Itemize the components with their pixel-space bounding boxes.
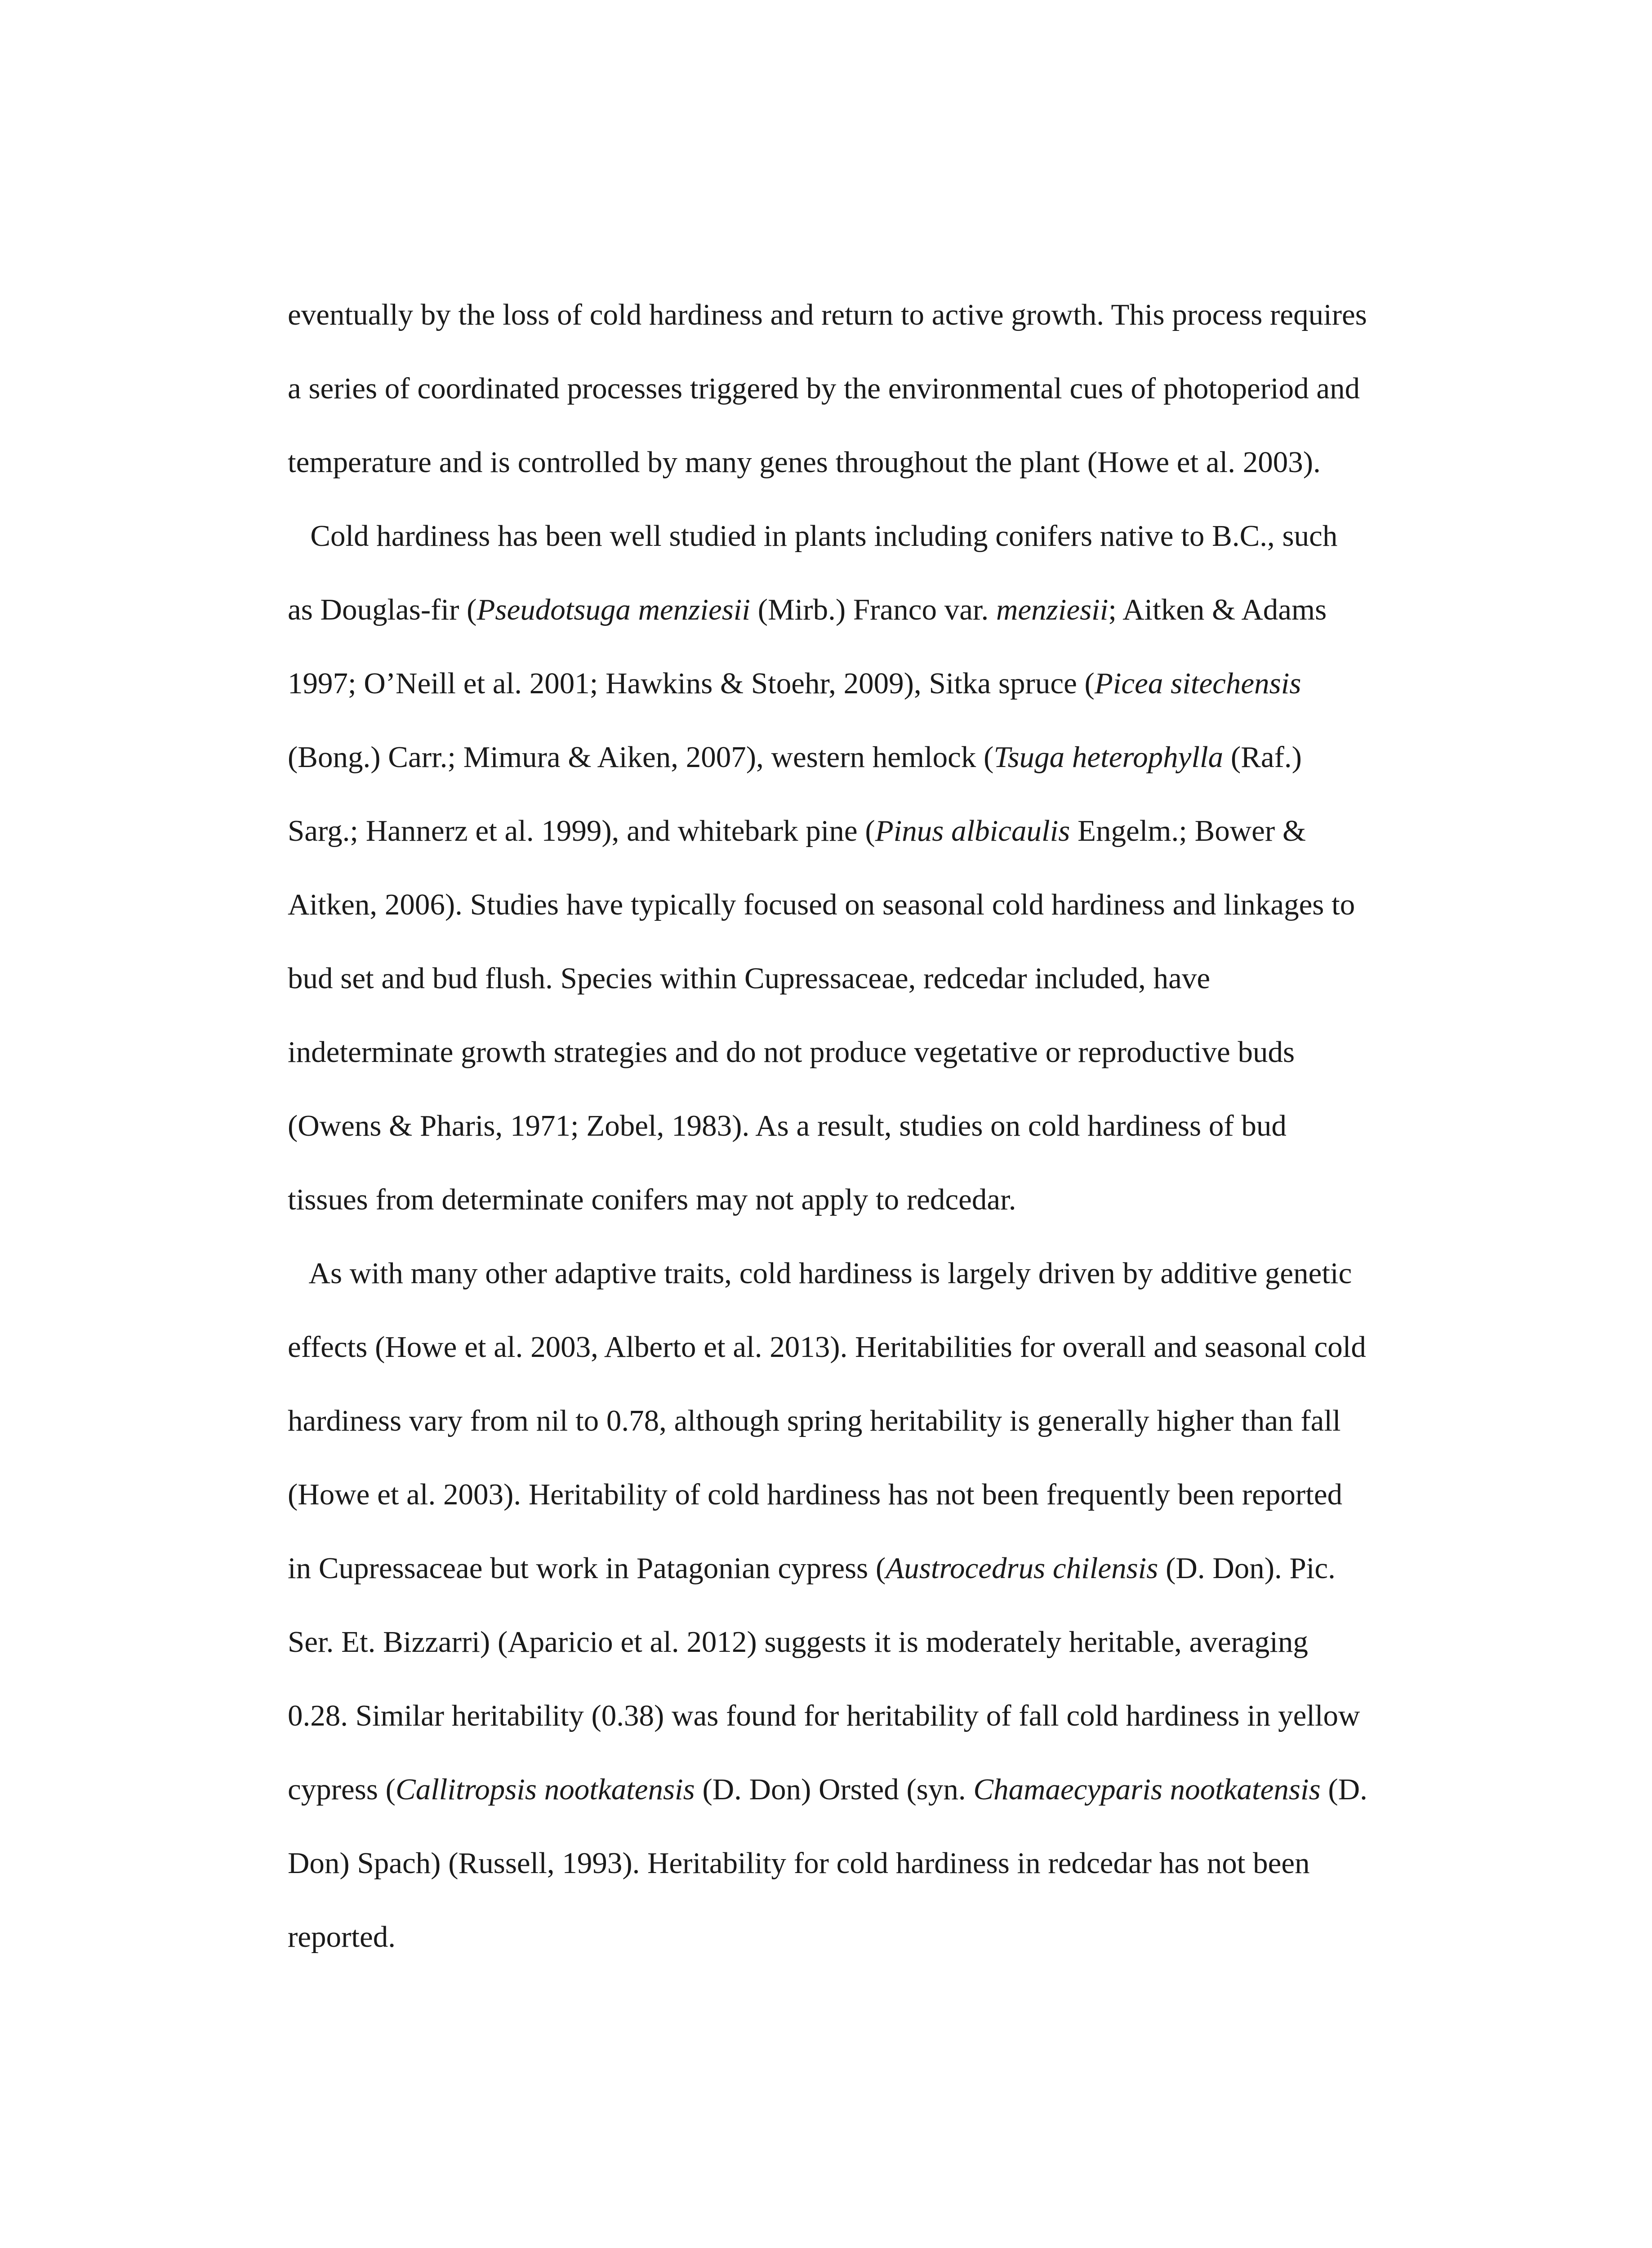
text-run: Ser. Et. Bizzarri) (Aparicio et al. 2012) suggests it is moderately heritable, averaging: [288, 1625, 1308, 1659]
text-run: (Mirb.) Franco var.: [750, 593, 997, 626]
text-line: [288, 291, 1438, 365]
text-run: Aitken, 2006). Studies have typically focused on seasonal cold hardiness and linkages to: [288, 888, 1355, 921]
text-run: (Owens & Pharis, 1971; Zobel, 1983). As a result, studies on cold hardiness of bud: [288, 1109, 1287, 1142]
italic-species-name: menziesii: [996, 593, 1109, 626]
text-run: effects (Howe et al. 2003, Alberto et al. 2013). Heritabilities for overall and seasonal cold: [288, 1330, 1366, 1364]
text-run: As with many other adaptive traits, cold hardiness is largely driven by additive genetic: [288, 1257, 1352, 1290]
text-line: [288, 807, 1438, 881]
text-line: [288, 1766, 1438, 1840]
text-run: (Howe et al. 2003). Heritability of cold hardiness has not been frequently been reported: [288, 1478, 1343, 1511]
text-line: [288, 881, 1438, 955]
text-line: [288, 586, 1438, 660]
text-run: as Douglas-fir (: [288, 593, 477, 626]
text-line: [288, 1324, 1438, 1397]
text-run: cypress (: [288, 1773, 396, 1806]
text-line: [288, 365, 1438, 439]
text-line: [288, 1176, 1438, 1250]
text-line: [288, 1397, 1438, 1471]
text-line: [288, 734, 1438, 807]
text-run: 1997; O’Neill et al. 2001; Hawkins & Stoehr, 2009), Sitka spruce (: [288, 667, 1095, 700]
text-line: [288, 955, 1438, 1029]
text-line: [288, 1102, 1438, 1176]
text-line: [288, 1545, 1438, 1619]
text-line: [288, 1029, 1438, 1102]
text-run: (Bong.) Carr.; Mimura & Aiken, 2007), western hemlock (: [288, 740, 994, 774]
text-line: [288, 1692, 1438, 1766]
text-line: [288, 1840, 1438, 1913]
text-run: hardiness vary from nil to 0.78, although spring heritability is generally higher than fall: [288, 1404, 1341, 1437]
text-run: tissues from determinate conifers may not apply to redcedar.: [288, 1183, 1016, 1216]
italic-species-name: Pseudotsuga menziesii: [476, 593, 751, 626]
italic-species-name: Chamaecyparis nootkatensis: [973, 1773, 1321, 1806]
text-run: 0.28. Similar heritability (0.38) was found for heritability of fall cold hardiness in yellow: [288, 1699, 1360, 1732]
text-run: Cold hardiness has been well studied in plants including conifers native to B.C., such: [288, 519, 1338, 553]
text-line: [288, 660, 1438, 734]
italic-species-name: Tsuga heterophylla: [993, 740, 1224, 774]
italic-species-name: Austrocedrus chilensis: [886, 1552, 1158, 1585]
text-run: (D. Don) Orsted (syn.: [695, 1773, 974, 1806]
text-line: [288, 1619, 1438, 1692]
text-run: (D. Don). Pic.: [1158, 1552, 1336, 1585]
text-run: Don) Spach) (Russell, 1993). Heritability for cold hardiness in redcedar has not been: [288, 1847, 1310, 1880]
text-run: indeterminate growth strategies and do not produce vegetative or reproductive buds: [288, 1035, 1295, 1069]
text-run: Sarg.; Hannerz et al. 1999), and whitebark pine (: [288, 814, 875, 847]
text-run: temperature and is controlled by many genes throughout the plant (Howe et al. 2003).: [288, 446, 1321, 479]
italic-species-name: Callitropsis nootkatensis: [396, 1773, 695, 1806]
text-run: reported.: [288, 1920, 396, 1954]
text-run: ; Aitken & Adams: [1108, 593, 1327, 626]
text-line: [288, 439, 1438, 513]
italic-species-name: Picea sitechensis: [1094, 667, 1301, 700]
text-line: [288, 1913, 1438, 1987]
text-run: a series of coordinated processes triggered by the environmental cues of photoperiod and: [288, 372, 1360, 405]
text-run: (Raf.): [1223, 740, 1302, 774]
text-run: eventually by the loss of cold hardiness and return to active growth. This process requires: [288, 298, 1367, 331]
body-text: [288, 291, 1438, 1987]
text-run: in Cupressaceae but work in Patagonian cypress (: [288, 1552, 886, 1585]
text-line: [288, 1471, 1438, 1545]
text-run: (D.: [1320, 1773, 1367, 1806]
text-line: [288, 1250, 1438, 1324]
italic-species-name: Pinus albicaulis: [875, 814, 1070, 847]
text-run: bud set and bud flush. Species within Cupressaceae, redcedar included, have: [288, 962, 1211, 995]
text-run: Engelm.; Bower &: [1070, 814, 1306, 847]
text-line: [288, 513, 1438, 586]
